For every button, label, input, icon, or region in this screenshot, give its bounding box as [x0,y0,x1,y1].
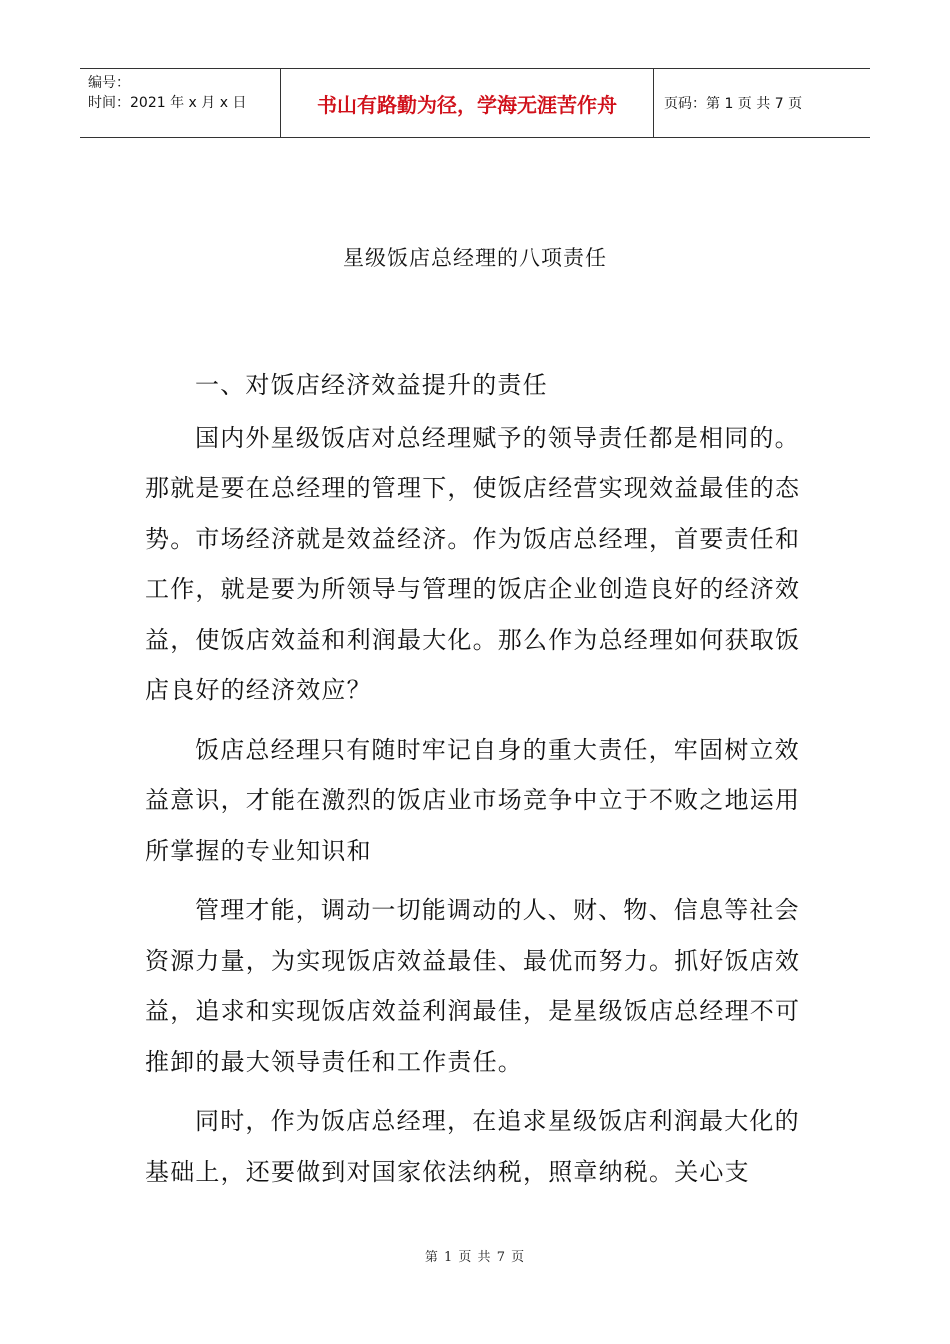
motto-cell [281,69,654,137]
section-heading: 一、对饭店经济效益提升的责任 [195,371,548,399]
document-title: 星级饭店总经理的八项责任 [343,246,607,270]
paragraph: 管理才能，调动一切能调动的人、财、物、信息等社会资源力量，为实现饭店效益最佳、最优而努力。抓好饭店效益，追求和实现饭店效益利润最佳，是星级饭店总经理不可推卸的最大领导责任和工作责任。 [145,896,801,1076]
document-body [145,360,815,1206]
paragraph: 同时，作为饭店总经理，在追求星级饭店利润最大化的基础上，还要做到对国家依法纳税，照章纳税。关心支 [145,1107,800,1186]
paragraph: 国内外星级饭店对总经理赋予的领导责任都是相同的。那就是要在总经理的管理下，使饭店经营实现效益最佳的态势。市场经济就是效益经济。作为饭店总经理，首要责任和工作，就是要为所领导与管理的饭店企业创造良好的经济效益，使饭店效益和利润最大化。那么作为总经理如何获取饭店良好的经济效应？ [145,423,801,704]
paragraph: 饭店总经理只有随时牢记自身的重大责任，牢固树立效益意识，才能在激烈的饭店业市场竞争中立于不败之地运用所掌握的专业知识和 [145,735,801,865]
motto-text: 书山有路勤为径，学海无涯苦作舟 [317,92,617,117]
page-info-cell [654,69,870,137]
header-info-cell [80,69,281,137]
number-label: 编号： [88,75,130,91]
page-footer: 第 1 页 共 7 页 [424,1250,526,1265]
document-header [80,68,870,138]
page-info-text: 页码：第 1 页 共 7 页 [664,96,803,112]
date-text: 时间：2021 年 x 月 x 日 [88,95,247,111]
